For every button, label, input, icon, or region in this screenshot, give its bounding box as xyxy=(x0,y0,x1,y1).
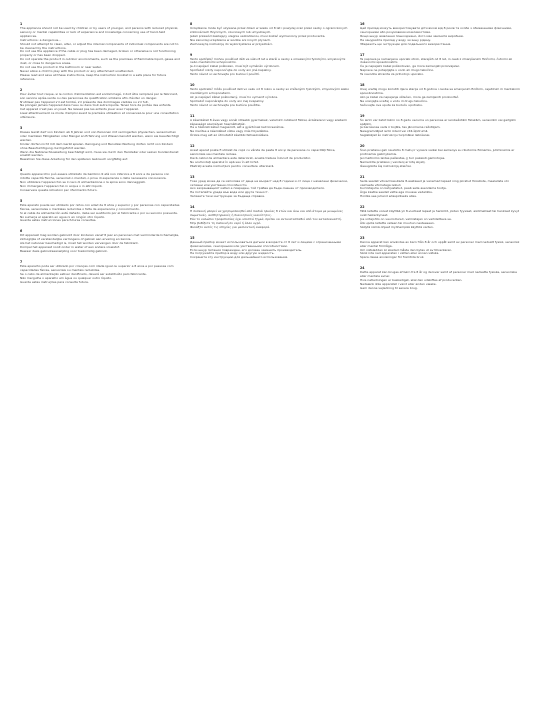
instruction-paragraph: Не занурюйте прилад у воду чи іншу рідину. xyxy=(360,37,432,42)
section-number: 8 xyxy=(190,22,193,26)
instruction-paragraph: Ha a hálózati kábel megsérült, azt a gyártónak kell kicserélnie. xyxy=(190,125,285,130)
instruction-paragraph: Tento spotrebič môžu používať deti vo veku od 8 rokov a osoby so zníženými fyzickými, zmyslovými alebo mentálnymi schopnosťami. xyxy=(190,87,350,95)
instruction-paragraph: Sänk inte ned apparaten i vatten eller annan vätska. xyxy=(360,251,440,256)
instruction-paragraph: Nedsænk ikke apparatet i vand eller anden væske. xyxy=(360,281,437,286)
text-column-2 xyxy=(190,22,350,702)
text-column-3 xyxy=(360,22,520,702)
instruction-paragraph: Säilytä nämä ohjeet myöhempää käyttöä varten. xyxy=(360,224,434,229)
section-number: 23 xyxy=(360,235,365,240)
section-number: 22 xyxy=(360,205,365,210)
instruction-paragraph: Seda seadet võivad kasutada 8-aastased ja vanemad lapsed ning piiratud füüsiliste, meeleliste või vaimsete võimetega isikud. xyxy=(360,178,509,187)
instruction-section xyxy=(190,53,350,78)
instruction-section xyxy=(360,236,520,261)
instruction-paragraph: Hoidke see juhend edaspidiseks alles. xyxy=(360,194,417,199)
instruction-paragraph: Hvis netledningen er beskadiget, skal den udskiftes af producenten. xyxy=(360,278,463,283)
section-number: 24 xyxy=(360,266,365,271)
instruction-paragraph: Acest aparat poate fi utilizat de copii cu vârsta de peste 8 ani și de persoane cu capacități fizice, senzoriale sau mentale reduse. xyxy=(190,148,336,157)
instruction-paragraph: Instructions: a dangerous... xyxy=(20,37,62,42)
instruction-paragraph: Φυλάξτε αυτές τις οδηγίες για μελλοντική αναφορά. xyxy=(190,224,271,229)
instruction-paragraph: Please read and save all these instructions, keep the instruction booklet in a safe place for future reference. xyxy=(20,72,167,81)
instruction-paragraph: Šiuo prietaisu gali naudotis 8 metų ir vyresni vaikai bei asmenys su ribotomis fizinėmis, jutiminėmis ar protinėmis galimybėmis. xyxy=(360,148,515,157)
instruction-paragraph: Non immergere l'apparecchio in acqua o in altri liquidi. xyxy=(20,184,103,188)
section-number: 18 xyxy=(360,83,365,88)
instruction-paragraph: Never allow a child to play with the product or any attachment unattended. xyxy=(20,68,134,73)
instruction-paragraph: Išsaugokite šią instrukciją ateičiai. xyxy=(360,163,412,168)
section-number: 1 xyxy=(20,22,23,26)
instruction-paragraph: Neiegremdējiet ierīci ūdenī vai citā šķidrumā. xyxy=(360,129,429,134)
instruction-paragraph: Данный прибор может использоваться детьми в возрасте от 8 лет и лицами с ограниченными физическими, сенсорными или умственными способностями. xyxy=(190,239,342,248)
instruction-paragraph: Tento spotřebič mohou používat děti ve věku 8 let a starší a osoby s omezenými fyzickými, smyslovými nebo mentálními schopnostmi. xyxy=(190,56,346,65)
instruction-section xyxy=(190,175,350,200)
instruction-paragraph: Този уред може да се използва от деца на възраст над 8 години и от лица с намалени физически, сетивни или умствени способности. xyxy=(190,178,348,187)
instruction-paragraph: Questo apparecchio può essere utilizzato da bambini di età non inferiore a 8 anni e da persone con ridotte capacità fisiche, sensoriali o mentali, o prive di esperienza o della necessaria conoscenza. xyxy=(20,172,170,181)
section-number: 11 xyxy=(190,113,195,118)
instruction-paragraph: N'utilisez pas l'appareil s'il est tombé, s'il présente des dommages visibles ou s'il fuit. xyxy=(20,99,149,104)
section-number: 16 xyxy=(360,22,365,26)
instruction-section xyxy=(190,22,350,47)
instruction-paragraph: Jos virtajohto on vaurioitunut, valmistajan on vaihdettava se. xyxy=(360,217,452,221)
instruction-section xyxy=(20,168,180,193)
instruction-paragraph: Spotřebič nikdy neponořujte do vody ani jiné kapaliny. xyxy=(190,68,272,73)
instruction-paragraph: Εάν το καλώδιο τροφοδοσίας έχει υποστεί ζημιά, πρέπει να αντικατασταθεί από τον κατασκευαστή. xyxy=(190,217,342,221)
instruction-section xyxy=(20,229,180,254)
instruction-paragraph: Si el cable de alimentación está dañado, debe ser sustituido por el fabricante o por su servicio posventa. xyxy=(20,210,178,215)
instruction-paragraph: Cet appareil n'est pas un jouet. Ne laissez pas les enfants jouer avec l'appareil. xyxy=(20,107,140,112)
section-number: 7 xyxy=(20,259,23,264)
instruction-paragraph: Dacă cablul de alimentare este deteriorat, acesta trebuie înlocuit de producător. xyxy=(190,155,311,160)
instruction-paragraph: Nemerkite prietaiso į vandenį ar kitą skystį. xyxy=(360,159,426,164)
instruction-paragraph: Nu scufundați aparatul în apă sau în alt lichid. xyxy=(190,159,260,164)
instruction-paragraph: Om nätsladden är skadad måste den bytas ut av tillverkaren. xyxy=(360,247,453,252)
instruction-paragraph: Ne uranjajte uređaj u vodu ili drugu tekućinu. xyxy=(360,98,429,103)
section-number: 3 xyxy=(20,126,23,131)
section-number: 6 xyxy=(20,229,23,234)
instruction-paragraph: Не потапяйте уреда във вода или друга течност. xyxy=(190,190,269,195)
instruction-paragraph: Jei maitinimo laidas pažeistas, jį turi pakeisti gamintojas. xyxy=(360,155,446,160)
instruction-paragraph: Ako je kabel za napajanje oštećen, mora ga zamijeniti proizvođač. xyxy=(360,94,460,99)
instruction-section xyxy=(360,266,520,291)
instruction-paragraph: Pour éviter tout risque, si le cordon d'alimentation est endommagé, il doit être remplacé par le fabricant, son service après-vente ou des personnes de qualification similaire afin d'éviter un danger. xyxy=(20,91,178,100)
instruction-paragraph: Μην βυθίζετε τη συσκευή σε νερό ή άλλο υγρό. xyxy=(190,220,262,225)
instruction-paragraph: Őrizze meg ezt az útmutatót későbbi felhasználásra. xyxy=(190,133,270,138)
instruction-section xyxy=(20,22,180,82)
instruction-paragraph: Bewaar deze gebruiksaanwijzing voor toekomstig gebruik. xyxy=(20,248,108,253)
instruction-paragraph: Ja barošanas vads ir bojāts, tas jānomaina ražotājam. xyxy=(360,125,441,130)
instruction-paragraph: Запазете тези инструкции за бъдеща справка. xyxy=(190,194,265,199)
section-number: 17 xyxy=(360,52,365,57)
instruction-paragraph: Цей прилад можуть використовувати діти віком від 8 років та особи з обмеженими фізичними, сенсорними або розумовими можливостями. xyxy=(360,26,512,34)
instruction-paragraph: A készüléket 8 éves vagy annál idősebb gyermekek, valamint csökkent fizikai, érzékszervi vagy szellemi képességű személyek használhatják. xyxy=(190,117,347,126)
instruction-paragraph: Tento návod si uschovajte pre budúce použitie. xyxy=(190,102,261,107)
instruction-paragraph: Este aparelho pode ser utilizado por crianças com idade igual ou superior a 8 anos e por pessoas com capacidades físicas, sensoriais ou mentais reduzidas. xyxy=(20,263,174,272)
section-number: 12 xyxy=(190,144,195,149)
section-number: 5 xyxy=(20,198,23,203)
instruction-paragraph: Zachowaj tę instrukcję do wykorzystania w przyszłości. xyxy=(190,41,273,46)
instruction-section xyxy=(360,83,520,108)
instruction-paragraph: Dompel het apparaat nooit onder in water of een andere vloeistof. xyxy=(20,245,120,250)
instruction-paragraph: Do not use the appliance if the cable or plug has been damaged, broken or otherwise is not functioning properly or has been dropped. xyxy=(20,49,176,58)
instruction-section xyxy=(190,83,350,108)
instruction-paragraph: Ta naprava je namenjena uporabi otrok, starejših od 8 let, in oseb z zmanjšanimi fizičnimi, čutnimi ali duševnimi sposobnostmi. xyxy=(360,56,513,65)
instruction-section xyxy=(190,114,350,139)
instruction-paragraph: Spotrebič neponárajte do vody ani inej kvapaliny. xyxy=(190,98,265,103)
instruction-paragraph: Guarde estas instrucciones para futuras consultas. xyxy=(20,218,97,223)
instruction-paragraph: No sumerja el aparato en agua ni en ningún otro líquido. xyxy=(20,214,106,219)
instruction-paragraph: Sačuvajte ove upute za buduću upotrebu. xyxy=(360,102,423,107)
instruction-paragraph: Spara dessa anvisningar för framtida bruk. xyxy=(360,255,425,260)
instruction-paragraph: Tento návod si uschovejte pro budoucí použití. xyxy=(190,72,260,77)
instruction-paragraph: Gem denne vejledning til senere brug. xyxy=(360,285,418,290)
instruction-section xyxy=(360,53,520,78)
section-number: 10 xyxy=(190,83,195,88)
instruction-paragraph: Conservare queste istruzioni per riferimento futuro. xyxy=(20,187,98,192)
instruction-paragraph: Dette apparat kan bruges af børn fra 8 år og derover samt af personer med nedsatte fysiske, sensoriske eller mentale evner. xyxy=(360,270,517,279)
instruction-paragraph: Šo ierīci var lietot bērni no 8 gadu vecuma un personas ar ierobežotām fiziskām, sensorām vai garīgām spējām. xyxy=(360,117,516,126)
instruction-paragraph: Não mergulhe o aparelho em água ou qualquer outro líquido. xyxy=(20,275,113,280)
instruction-paragraph: Älä upota laitetta veteen tai muuhun nesteeseen. xyxy=(360,220,435,225)
section-number: 19 xyxy=(360,113,365,118)
section-number: 2 xyxy=(20,87,23,92)
instruction-paragraph: Ärge kastke seadet vette ega muusse vedelikku. xyxy=(360,190,433,195)
instruction-section xyxy=(190,144,350,169)
instruction-paragraph: Ta navodila shranite za prihodnjo uporabo. xyxy=(360,72,424,77)
instruction-paragraph: Nie zanurzaj urządzenia w wodzie ani innych płynach. xyxy=(190,37,271,42)
instruction-paragraph: Η συσκευή μπορεί να χρησιμοποιηθεί από παιδιά ηλικίας 8 ετών και άνω και από άτομα με μειωμένες σωματικές, αισθητηριακές ή διανοητικές ικανότητες. xyxy=(190,209,344,218)
section-number: 21 xyxy=(360,174,365,179)
section-number: 9 xyxy=(190,52,193,57)
instruction-paragraph: Should not attempt to clean, alter, or adjust the internal components of individual components are not to be cleaned by the instructions. xyxy=(20,41,179,50)
section-number: 4 xyxy=(20,168,23,173)
instruction-section xyxy=(20,126,180,162)
instruction-paragraph: Non utilizzare l'apparecchio se il cavo di alimentazione o la spina sono danneggiati. xyxy=(20,180,146,185)
instruction-paragraph: Ak je napájací kábel poškodený, musí ho vymeniť výrobca. xyxy=(190,94,279,99)
instruction-paragraph: Do not operate the product in outdoor environments, such as the premises of flammable liquid, gases and dust, or close to dangerous areas. xyxy=(20,57,180,66)
instruction-section xyxy=(20,260,180,285)
instruction-paragraph: Ne plongez jamais l'appareil dans l'eau ou dans tout autre liquide. Tenez hors de portée des enfants. xyxy=(20,103,172,108)
instruction-section xyxy=(190,205,350,230)
instruction-paragraph: Je-li napájecí kabel poškozen, musí být vyměněn výrobcem. xyxy=(190,64,280,69)
instruction-section xyxy=(360,22,520,47)
section-number: 15 xyxy=(190,235,195,240)
instruction-paragraph: Jeżeli przewód zasilający ulegnie uszkodzeniu, musi zostać wymieniony przez producenta. xyxy=(190,33,326,38)
instruction-paragraph: Збережіть цю інструкцію для подальшого використання. xyxy=(360,41,452,46)
instruction-paragraph: Saglabājiet šo instrukciju turpmākai lietošanai. xyxy=(360,133,431,138)
instruction-paragraph: Якщо шнур живлення пошкоджено, його має замінити виробник. xyxy=(360,33,465,38)
instruction-section xyxy=(360,175,520,200)
instruction-paragraph: Naprave ne potapljajte v vodo ali drugo tekočino. xyxy=(360,68,435,73)
instruction-paragraph: Guarde estas instruções para consulta futura. xyxy=(20,279,89,284)
instruction-paragraph: Tätä laitetta voivat käyttää yli 8-vuotiaat lapset ja henkilöt, joiden fyysiset, aistimelliset tai henkiset kyvyt ovat heikentyneet. xyxy=(360,209,520,218)
instruction-paragraph: Kinder dürfen nicht mit dem Gerät spielen. Reinigung und Benutzer-Wartung dürfen nicht von Kindern ohne Beaufsichtigung durchgeführt werden. xyxy=(20,141,174,150)
instruction-section xyxy=(360,205,520,230)
instruction-paragraph: The appliance should not be used by children or by users of younger, and persons with reduced physical, sensory or mental capabilities or lack of experience and knowledge concerning use of hand-held appliances. xyxy=(20,26,179,38)
instruction-paragraph: Bewahren Sie diese Anleitung für den späteren Gebrauch sorgfältig auf. xyxy=(20,157,128,162)
instruction-paragraph: Dieses Gerät darf von Kindern ab 8 Jahren und von Personen mit verringerten physischen, sensorischen oder mentalen Fähigkeiten oder Mangel an Erfahrung und Wissen benutzt werden, wenn sie beaufsichtigt werden. xyxy=(20,130,179,142)
instruction-paragraph: Se o cabo de alimentação estiver danificado, deverá ser substituído pelo fabricante. xyxy=(20,271,147,276)
instruction-paragraph: Lisez attentivement ce mode d'emploi avant la première utilisation et conservez-le pour une consultation ultérieure. xyxy=(20,111,179,120)
instruction-paragraph: Păstrați aceste instrucțiuni pentru consultare ulterioară. xyxy=(190,163,275,168)
section-number: 13 xyxy=(190,174,195,179)
text-column-1 xyxy=(20,22,180,702)
section-number: 14 xyxy=(190,205,195,210)
instruction-paragraph: Do not use the product in the bathroom or near water. xyxy=(20,65,102,70)
instruction-paragraph: Če je napajalni kabel poškodovan, ga mora zamenjati proizvajalec. xyxy=(360,64,461,69)
instruction-paragraph: Не погружайте прибор в воду или другую жидкость. xyxy=(190,251,275,256)
instruction-section xyxy=(190,236,350,261)
instruction-section xyxy=(360,144,520,169)
instruction-paragraph: Dit apparaat mag worden gebruikt door kinderen vanaf 8 jaar en personen met verminderde lichamelijke, zintuiglijke of verstandelijke vermogens of gebrek aan ervaring en kennis. xyxy=(20,233,180,242)
instruction-paragraph: Ако захранващият кабел е повреден, той трябва да бъде сменен от производителя. xyxy=(190,186,325,191)
instruction-paragraph: Als het netsnoer beschadigd is, moet het worden vervangen door de fabrikant. xyxy=(20,241,139,246)
instruction-paragraph: Ovaj uređaj mogu koristiti djeca starija od 8 godina i osobe sa smanjenim fizičkim, osjetilnim ili mentalnim sposobnostima. xyxy=(360,87,520,95)
instruction-paragraph: Este aparato puede ser utilizado por niños con edad de 8 años y superior y por personas con capacidades físicas, sensoriales o mentales reducidas o falta de experiencia y conocimiento. xyxy=(20,202,180,211)
instruction-paragraph: Wenn die Netzanschlussleitung beschädigt wird, muss sie durch den Hersteller oder seinen Kundendienst ersetzt werden. xyxy=(20,149,179,158)
instruction-paragraph: Ne merítse a készüléket vízbe vagy más folyadékba. xyxy=(190,129,269,134)
instruction-section xyxy=(20,199,180,224)
instruction-section xyxy=(360,114,520,139)
instruction-paragraph: Сохраните эту инструкцию для дальнейшего использования. xyxy=(190,255,289,260)
section-number: 20 xyxy=(360,144,365,149)
instruction-paragraph: Если шнур питания поврежден, его должен заменить производитель. xyxy=(190,247,303,252)
text-columns xyxy=(20,22,520,702)
instruction-paragraph: Kui toitejuhe on kahjustatud, peab selle asendama tootja. xyxy=(360,186,447,191)
instruction-section xyxy=(20,88,180,120)
instruction-paragraph: Urządzenie może być używane przez dzieci w wieku od 8 lat i powyżej oraz przez osoby o ograniczonych zdolnościach fizycznych, czuciowych lub umysłowych. xyxy=(190,26,348,34)
instruction-paragraph: Denna apparat kan användas av barn från 8 år och uppåt samt av personer med nedsatt fysisk, sensorisk eller mental förmåga. xyxy=(360,239,520,248)
